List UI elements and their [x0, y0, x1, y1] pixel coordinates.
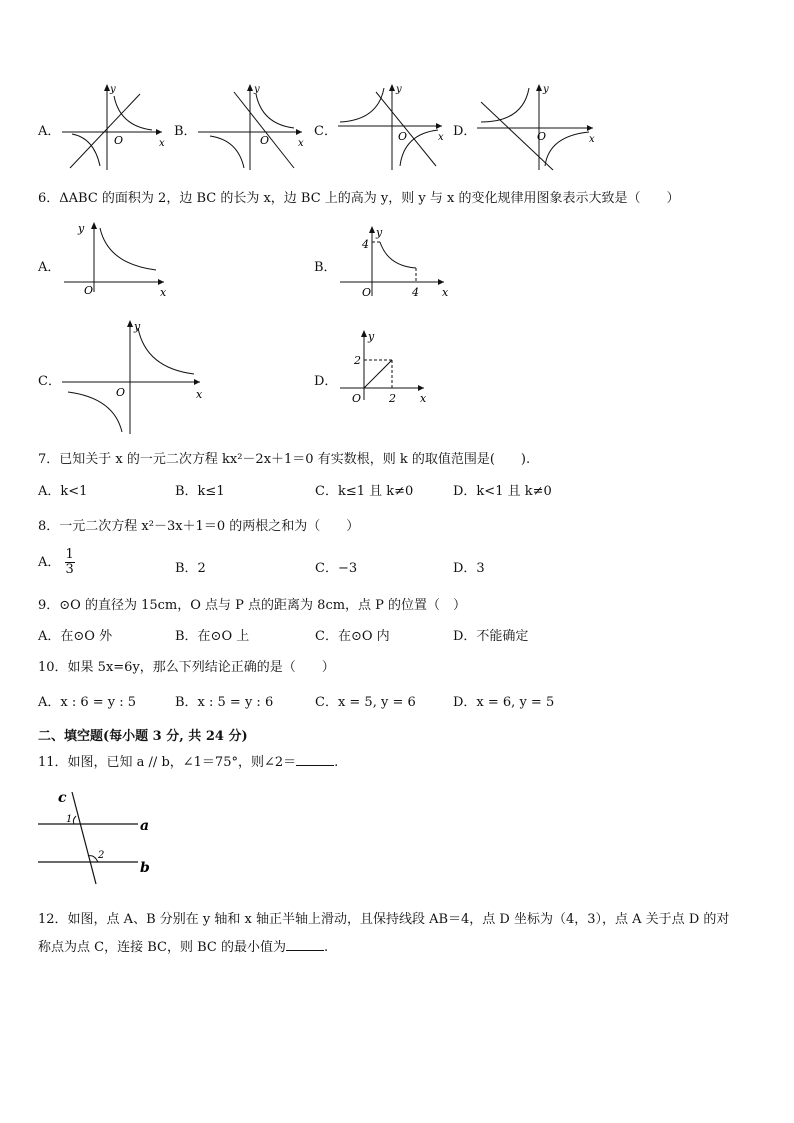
- q8-option-c: C．−3: [315, 561, 358, 576]
- svg-text:x: x: [196, 388, 203, 401]
- svg-text:2: 2: [354, 354, 361, 367]
- svg-text:y: y: [376, 226, 383, 239]
- svg-text:2: 2: [98, 850, 105, 861]
- q9-option-b: B．在⊙O 上: [175, 629, 250, 644]
- q5-option-b-label: B．: [174, 124, 197, 139]
- svg-text:O: O: [352, 392, 362, 405]
- q7-option-b: B．k≤1: [175, 484, 225, 499]
- q12-answer-blank[interactable]: [286, 938, 324, 951]
- svg-text:x: x: [420, 392, 427, 405]
- q9-option-a: A．在⊙O 外: [38, 629, 113, 644]
- q10-option-d: D．x = 6, y = 5: [453, 695, 555, 710]
- q6-graph-a: [64, 218, 174, 302]
- q8-option-b: B．2: [175, 561, 206, 576]
- q6-graph-b: [340, 222, 452, 306]
- svg-text:2: 2: [389, 392, 396, 405]
- q5-option-d-label: D．: [453, 124, 477, 139]
- svg-text:y: y: [110, 84, 116, 95]
- q5-graph-a: [62, 82, 172, 172]
- q10-option-c: C．x = 5, y = 6: [315, 695, 416, 710]
- q10-option-b: B．x : 5 = y : 6: [175, 695, 274, 710]
- q7-option-a: A．k<1: [38, 484, 88, 499]
- q5-option-a-label: A．: [38, 124, 61, 139]
- q6-option-b-label: B．: [314, 260, 337, 275]
- q11-stem: 11．如图，已知 a // b，∠1＝75°，则∠2＝ .: [38, 755, 339, 770]
- q5-a-origin: O: [114, 134, 124, 147]
- svg-text:O: O: [260, 134, 270, 147]
- svg-text:4: 4: [362, 238, 369, 251]
- q7-option-d: D．k<1 且 k≠0: [453, 484, 552, 499]
- q12-stem-line2: 称点为点 C，连接 BC，则 BC 的最小值为 .: [38, 940, 329, 955]
- svg-text:O: O: [537, 130, 547, 143]
- svg-text:x: x: [160, 286, 167, 299]
- svg-text:y: y: [396, 84, 402, 95]
- q7-option-c: C．k≤1 且 k≠0: [315, 484, 414, 499]
- svg-text:y: y: [543, 84, 549, 95]
- q6-option-c-label: C．: [38, 374, 61, 389]
- svg-text:O: O: [362, 286, 372, 299]
- svg-text:O: O: [398, 130, 408, 143]
- q8-option-d: D．3: [453, 561, 485, 576]
- q5-graph-b: [198, 82, 308, 172]
- svg-text:c: c: [58, 790, 67, 806]
- svg-text:O: O: [84, 284, 94, 297]
- q12-stem-line1: 12．如图，点 A、B 分别在 y 轴和 x 轴正半轴上滑动，且保持线段 AB＝4，点 D 坐标为（4，3），点 A 关于点 D 的对: [38, 912, 730, 927]
- q9-option-d: D．不能确定: [453, 629, 529, 644]
- svg-text:O: O: [116, 386, 126, 399]
- svg-text:x: x: [298, 138, 304, 149]
- q5-graph-c: [338, 82, 448, 172]
- q8-option-a: A． $\frac{1}{3}$: [38, 547, 74, 577]
- q10-stem: 10．如果 5x=6y，那么下列结论正确的是（ ）: [38, 660, 335, 675]
- svg-text:x: x: [159, 138, 165, 149]
- q5-graph-d: [477, 82, 597, 172]
- q6-option-d-label: D．: [314, 374, 338, 389]
- q6-option-a-label: A．: [38, 260, 61, 275]
- q6-stem: 6．ΔABC 的面积为 2，边 BC 的长为 x，边 BC 上的高为 y，则 y 与 x 的变化规律用图象表示大致是（ ）: [38, 191, 680, 206]
- q5-option-c-label: C．: [314, 124, 337, 139]
- svg-text:y: y: [254, 84, 260, 95]
- svg-text:x: x: [589, 134, 595, 145]
- svg-text:x: x: [442, 286, 449, 299]
- q10-option-a: A．x : 6 = y : 5: [38, 695, 137, 710]
- section-title-fill-in: 二、填空题(每小题 3 分, 共 24 分): [38, 729, 248, 744]
- svg-text:y: y: [78, 222, 85, 235]
- q11-answer-blank[interactable]: [296, 753, 334, 766]
- svg-text:y: y: [368, 330, 375, 343]
- q11-parallel-lines-figure: [36, 786, 166, 886]
- svg-text:b: b: [140, 860, 150, 876]
- svg-text:1: 1: [66, 814, 73, 825]
- q9-option-c: C．在⊙O 内: [315, 629, 390, 644]
- q8-option-a-fraction: $\frac{1}{3}$: [65, 547, 74, 577]
- q9-stem: 9．⊙O 的直径为 15cm，O 点与 P 点的距离为 8cm，点 P 的位置（ ）: [38, 598, 467, 613]
- q7-stem: 7．已知关于 x 的一元二次方程 kx²－2x＋1＝0 有实数根，则 k 的取值范围是( ).: [38, 452, 531, 467]
- q6-graph-d: [340, 328, 432, 406]
- svg-text:4: 4: [412, 286, 419, 299]
- q6-graph-c: [62, 318, 208, 436]
- svg-text:y: y: [134, 320, 141, 333]
- svg-text:x: x: [438, 132, 444, 143]
- q8-stem: 8．一元二次方程 x²－3x＋1＝0 的两根之和为（ ）: [38, 519, 360, 534]
- svg-text:a: a: [140, 818, 150, 834]
